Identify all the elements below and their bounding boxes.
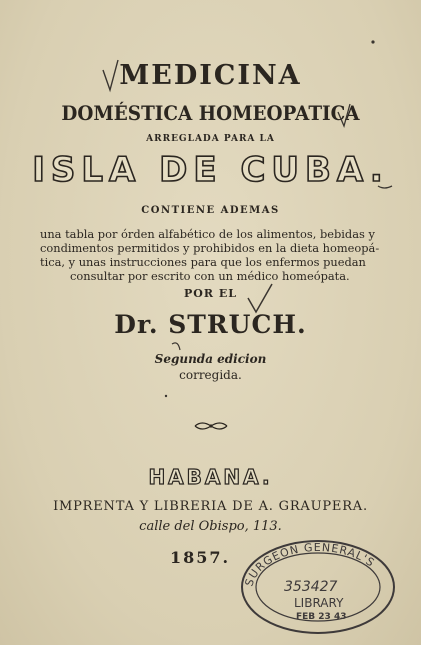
description-paragraph [40,227,400,283]
author-name: Dr. STRUCH. [114,310,307,339]
imprint-city: HABANA. [148,465,273,489]
imprint-address: calle del Obispo, 113. [139,519,282,534]
library-stamp [238,537,398,637]
imprint-year: 1857. [170,548,231,567]
title-isla-de-cuba: ISLA DE CUBA. [32,150,389,190]
stamp-date: FEB 23 43 [296,612,347,622]
stamp-library: LIBRARY [294,596,344,610]
description-line: una tabla por órden alfabético de los alimentos, bebidas y [40,227,375,241]
stamp-arc-path: SURGEON GENERAL'S [242,540,378,588]
title-domestica-homeopatica: DOMÉSTICA HOMEOPATICA [61,101,360,125]
description-line: condimentos permitidos y prohibidos en la dieta homeopá- [40,241,380,255]
edition-corrected: corregida. [179,368,242,382]
stamp-number: 353427 [284,579,338,595]
subtitle-arreglada: ARREGLADA PARA LA [146,134,275,144]
ornament-icon [193,420,229,432]
por-el: POR EL [184,287,237,300]
description-line: tica, y unas instrucciones para que los enfermos puedan [40,255,366,269]
contiene-ademas: CONTIENE ADEMAS [141,205,280,216]
edition: Segunda edicion [154,352,267,366]
description-line: consultar por escrito con un médico homeópata. [70,269,350,283]
title-medicina: MEDICINA [119,60,302,91]
imprint-printer: IMPRENTA Y LIBRERIA DE A. GRAUPERA. [53,499,368,514]
